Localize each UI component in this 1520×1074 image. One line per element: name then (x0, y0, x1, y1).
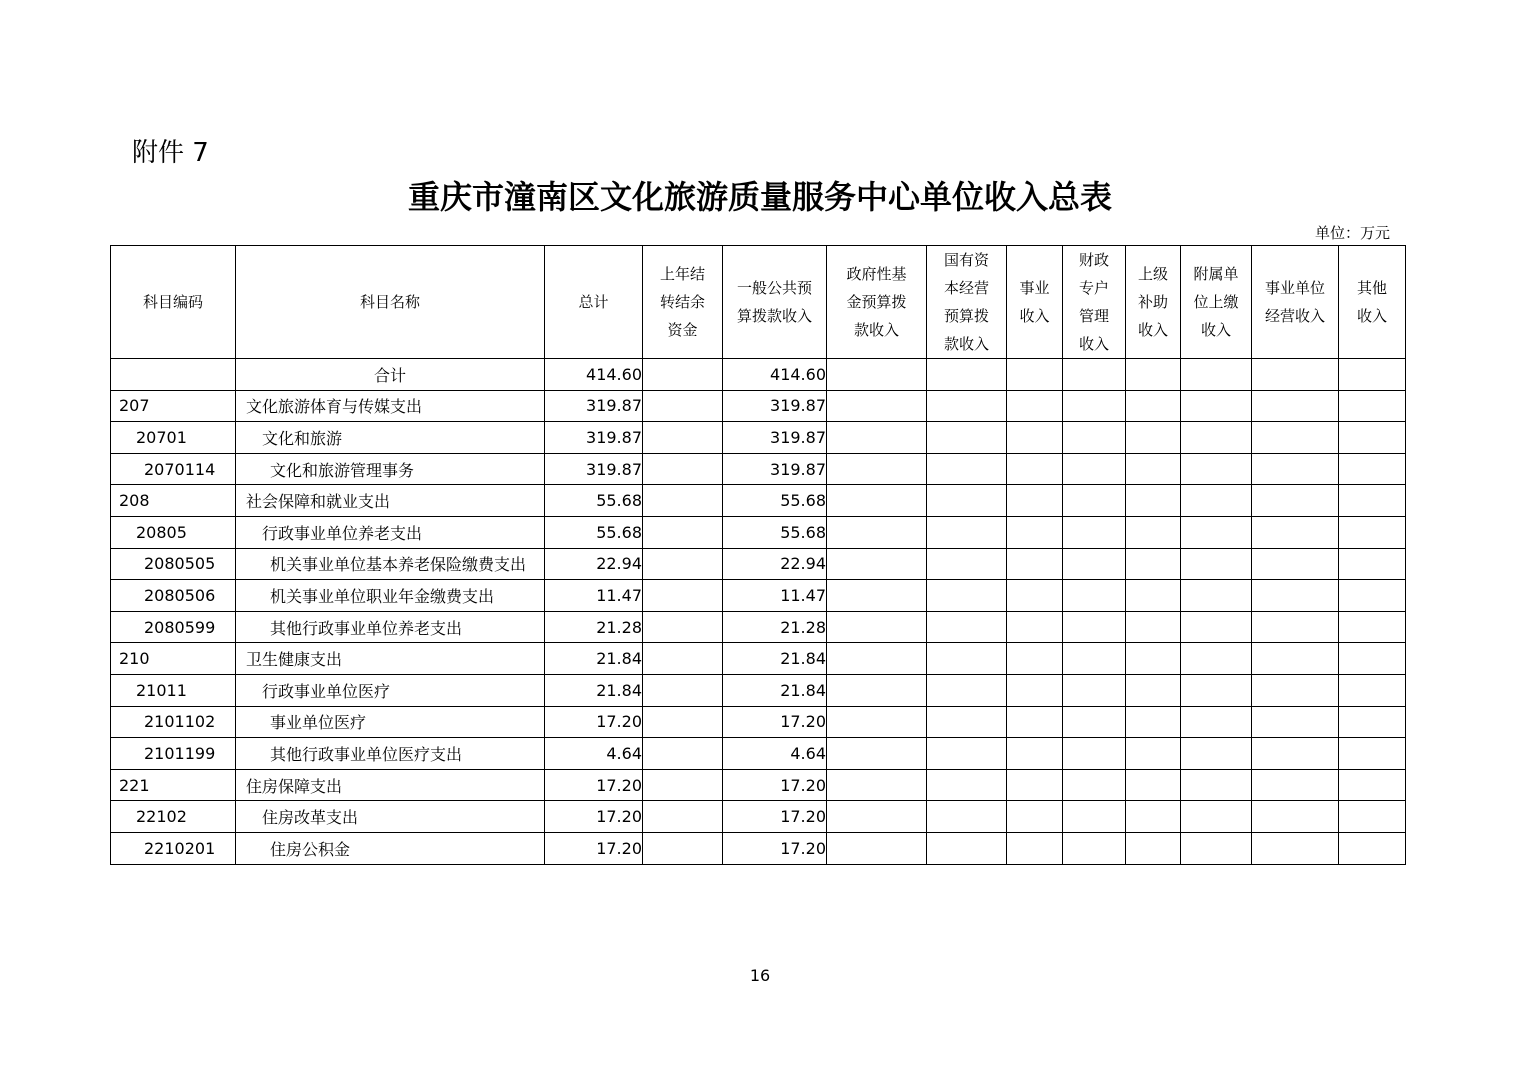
attachment-label: 附件 7 (132, 138, 209, 168)
empty-cell (1126, 453, 1181, 485)
subject-code-cell: 21011 (111, 674, 236, 706)
empty-cell (1126, 485, 1181, 517)
empty-cell (827, 738, 927, 770)
empty-cell (1181, 453, 1252, 485)
total-cell: 21.28 (545, 611, 643, 643)
empty-cell (1339, 453, 1406, 485)
subject-name-cell: 事业单位医疗 (236, 706, 545, 738)
empty-cell (1252, 738, 1339, 770)
empty-cell (1007, 832, 1063, 864)
carryover-cell (643, 769, 723, 801)
empty-cell (1007, 769, 1063, 801)
subject-code-cell: 20805 (111, 516, 236, 548)
empty-cell (1339, 548, 1406, 580)
empty-cell (1063, 580, 1126, 612)
empty-cell (1181, 801, 1252, 833)
empty-cell (1181, 674, 1252, 706)
empty-cell (1063, 359, 1126, 391)
subject-code-cell: 2210201 (111, 832, 236, 864)
empty-cell (1063, 738, 1126, 770)
empty-cell (1252, 580, 1339, 612)
carryover-cell (643, 580, 723, 612)
carryover-cell (643, 832, 723, 864)
empty-cell (1339, 832, 1406, 864)
empty-cell (1063, 453, 1126, 485)
total-cell: 55.68 (545, 485, 643, 517)
general-budget-cell: 17.20 (723, 832, 827, 864)
subject-name-cell: 机关事业单位职业年金缴费支出 (236, 580, 545, 612)
general-budget-cell: 21.28 (723, 611, 827, 643)
empty-cell (1252, 611, 1339, 643)
table-row (111, 422, 1406, 454)
empty-cell (1252, 359, 1339, 391)
empty-cell (1007, 453, 1063, 485)
empty-cell (1252, 453, 1339, 485)
empty-cell (1339, 485, 1406, 517)
empty-cell (1181, 390, 1252, 422)
total-general-budget-cell: 414.60 (723, 359, 827, 391)
empty-cell (827, 580, 927, 612)
header-code: 科目编码 (111, 246, 236, 359)
empty-cell (827, 485, 927, 517)
empty-cell (827, 390, 927, 422)
header-business: 事业 收入 (1007, 246, 1063, 359)
empty-cell (1007, 706, 1063, 738)
header-other: 其他 收入 (1339, 246, 1406, 359)
subject-name-cell: 社会保障和就业支出 (236, 485, 545, 517)
table-row (111, 390, 1406, 422)
empty-cell (927, 832, 1007, 864)
empty-cell (1063, 611, 1126, 643)
empty-cell (1252, 643, 1339, 675)
empty-cell (1063, 769, 1126, 801)
subject-name-cell: 其他行政事业单位医疗支出 (236, 738, 545, 770)
carryover-cell (643, 390, 723, 422)
subject-code-cell: 207 (111, 390, 236, 422)
total-cell: 4.64 (545, 738, 643, 770)
general-budget-cell: 21.84 (723, 643, 827, 675)
header-total: 总计 (545, 246, 643, 359)
empty-cell (1181, 359, 1252, 391)
subject-code-cell: 2070114 (111, 453, 236, 485)
table-row (111, 769, 1406, 801)
empty-cell (927, 738, 1007, 770)
total-cell: 22.94 (545, 548, 643, 580)
subject-code-cell: 2101102 (111, 706, 236, 738)
empty-cell (1126, 516, 1181, 548)
total-row (111, 359, 1406, 391)
empty-cell (1063, 548, 1126, 580)
empty-cell (927, 769, 1007, 801)
empty-cell (1339, 643, 1406, 675)
subject-code-cell: 221 (111, 769, 236, 801)
empty-cell (927, 706, 1007, 738)
general-budget-cell: 55.68 (723, 516, 827, 548)
subject-name-cell: 文化和旅游 (236, 422, 545, 454)
empty-cell (1063, 390, 1126, 422)
empty-cell (1181, 485, 1252, 517)
total-cell: 21.84 (545, 643, 643, 675)
empty-cell (1063, 832, 1126, 864)
subject-name-cell: 住房保障支出 (236, 769, 545, 801)
carryover-cell (643, 611, 723, 643)
table-row (111, 611, 1406, 643)
table-row (111, 801, 1406, 833)
table-row (111, 643, 1406, 675)
empty-cell (1007, 674, 1063, 706)
empty-cell (1063, 643, 1126, 675)
carryover-cell (643, 422, 723, 454)
empty-cell (827, 516, 927, 548)
empty-cell (1339, 738, 1406, 770)
subject-name-cell: 其他行政事业单位养老支出 (236, 611, 545, 643)
empty-cell (1252, 769, 1339, 801)
empty-cell (1339, 611, 1406, 643)
empty-cell (1181, 769, 1252, 801)
subject-code-cell: 2080599 (111, 611, 236, 643)
empty-cell (1126, 359, 1181, 391)
empty-cell (1181, 580, 1252, 612)
empty-cell (1126, 643, 1181, 675)
empty-cell (1181, 516, 1252, 548)
carryover-cell (643, 485, 723, 517)
empty-cell (1126, 580, 1181, 612)
empty-cell (1252, 801, 1339, 833)
page-title: 重庆市潼南区文化旅游质量服务中心单位收入总表 (407, 178, 1112, 216)
empty-cell (1007, 611, 1063, 643)
empty-cell (1252, 485, 1339, 517)
empty-cell (927, 485, 1007, 517)
carryover-cell (643, 548, 723, 580)
carryover-cell (643, 706, 723, 738)
empty-cell (1181, 611, 1252, 643)
empty-cell (1126, 801, 1181, 833)
empty-cell (1339, 674, 1406, 706)
empty-cell (1252, 706, 1339, 738)
empty-cell (1007, 422, 1063, 454)
empty-cell (927, 516, 1007, 548)
empty-cell (927, 453, 1007, 485)
subject-code-cell: 22102 (111, 801, 236, 833)
empty-cell (927, 422, 1007, 454)
empty-cell (1063, 706, 1126, 738)
header-state-capital: 国有资 本经营 预算拨 款收入 (927, 246, 1007, 359)
empty-cell (1339, 801, 1406, 833)
empty-cell (1126, 548, 1181, 580)
total-cell: 319.87 (545, 390, 643, 422)
empty-cell (827, 359, 927, 391)
empty-cell (1339, 706, 1406, 738)
empty-cell (827, 643, 927, 675)
total-code-cell (111, 359, 236, 391)
unit-label: 单位：万元 (1314, 224, 1390, 242)
empty-cell (1181, 422, 1252, 454)
empty-cell (1181, 832, 1252, 864)
total-total-cell: 414.60 (545, 359, 643, 391)
table-row (111, 516, 1406, 548)
table-row (111, 580, 1406, 612)
empty-cell (827, 422, 927, 454)
empty-cell (1007, 801, 1063, 833)
general-budget-cell: 55.68 (723, 485, 827, 517)
income-summary-table (110, 245, 1406, 865)
subject-code-cell: 2101199 (111, 738, 236, 770)
total-cell: 21.84 (545, 674, 643, 706)
empty-cell (1252, 832, 1339, 864)
header-superior-subsidy: 上级 补助 收入 (1126, 246, 1181, 359)
carryover-cell (643, 801, 723, 833)
table-row (111, 485, 1406, 517)
empty-cell (1252, 548, 1339, 580)
header-business-operation: 事业单位 经营收入 (1252, 246, 1339, 359)
empty-cell (1252, 390, 1339, 422)
empty-cell (1126, 832, 1181, 864)
empty-cell (1339, 422, 1406, 454)
total-cell: 17.20 (545, 706, 643, 738)
empty-cell (1007, 390, 1063, 422)
subject-name-cell: 行政事业单位养老支出 (236, 516, 545, 548)
empty-cell (827, 611, 927, 643)
empty-cell (1126, 706, 1181, 738)
table-header-row (111, 246, 1406, 359)
general-budget-cell: 17.20 (723, 801, 827, 833)
empty-cell (1063, 516, 1126, 548)
table-row (111, 548, 1406, 580)
table-row (111, 674, 1406, 706)
empty-cell (1063, 801, 1126, 833)
empty-cell (1126, 674, 1181, 706)
empty-cell (1007, 643, 1063, 675)
empty-cell (927, 548, 1007, 580)
total-cell: 11.47 (545, 580, 643, 612)
table-row (111, 706, 1406, 738)
subject-code-cell: 208 (111, 485, 236, 517)
empty-cell (1339, 390, 1406, 422)
empty-cell (1339, 769, 1406, 801)
empty-cell (927, 611, 1007, 643)
empty-cell (1181, 643, 1252, 675)
empty-cell (827, 769, 927, 801)
empty-cell (927, 801, 1007, 833)
table-row (111, 832, 1406, 864)
empty-cell (827, 832, 927, 864)
carryover-cell (643, 738, 723, 770)
general-budget-cell: 319.87 (723, 422, 827, 454)
header-gov-fund: 政府性基 金预算拨 款收入 (827, 246, 927, 359)
empty-cell (827, 548, 927, 580)
carryover-cell (643, 453, 723, 485)
total-cell: 17.20 (545, 832, 643, 864)
total-cell: 17.20 (545, 769, 643, 801)
empty-cell (1252, 516, 1339, 548)
total-cell: 319.87 (545, 453, 643, 485)
general-budget-cell: 17.20 (723, 769, 827, 801)
empty-cell (1181, 548, 1252, 580)
empty-cell (1063, 674, 1126, 706)
empty-cell (1007, 485, 1063, 517)
total-cell: 17.20 (545, 801, 643, 833)
subject-name-cell: 行政事业单位医疗 (236, 674, 545, 706)
subject-code-cell: 2080506 (111, 580, 236, 612)
empty-cell (1339, 580, 1406, 612)
subject-name-cell: 住房公积金 (236, 832, 545, 864)
total-cell: 319.87 (545, 422, 643, 454)
empty-cell (927, 580, 1007, 612)
empty-cell (1007, 580, 1063, 612)
empty-cell (1007, 516, 1063, 548)
empty-cell (1126, 738, 1181, 770)
empty-cell (827, 706, 927, 738)
empty-cell (1007, 738, 1063, 770)
total-label-cell: 合计 (236, 359, 545, 391)
general-budget-cell: 319.87 (723, 390, 827, 422)
general-budget-cell: 319.87 (723, 453, 827, 485)
empty-cell (1063, 422, 1126, 454)
empty-cell (1126, 390, 1181, 422)
empty-cell (1126, 769, 1181, 801)
empty-cell (827, 453, 927, 485)
page-number: 16 (749, 966, 771, 985)
empty-cell (927, 359, 1007, 391)
general-budget-cell: 21.84 (723, 674, 827, 706)
subject-code-cell: 20701 (111, 422, 236, 454)
carryover-cell (643, 516, 723, 548)
header-general-budget: 一般公共预 算拨款收入 (723, 246, 827, 359)
empty-cell (1181, 706, 1252, 738)
subject-name-cell: 文化和旅游管理事务 (236, 453, 545, 485)
empty-cell (1007, 548, 1063, 580)
header-affiliated: 附属单 位上缴 收入 (1181, 246, 1252, 359)
empty-cell (1181, 738, 1252, 770)
general-budget-cell: 17.20 (723, 706, 827, 738)
empty-cell (1007, 359, 1063, 391)
carryover-cell (643, 643, 723, 675)
empty-cell (1126, 422, 1181, 454)
subject-name-cell: 文化旅游体育与传媒支出 (236, 390, 545, 422)
subject-name-cell: 卫生健康支出 (236, 643, 545, 675)
table-row (111, 738, 1406, 770)
general-budget-cell: 11.47 (723, 580, 827, 612)
empty-cell (927, 674, 1007, 706)
total-carryover-cell (643, 359, 723, 391)
subject-code-cell: 210 (111, 643, 236, 675)
header-carryover: 上年结 转结余 资金 (643, 246, 723, 359)
empty-cell (1252, 674, 1339, 706)
header-special-account: 财政 专户 管理 收入 (1063, 246, 1126, 359)
empty-cell (1339, 359, 1406, 391)
table-row (111, 453, 1406, 485)
empty-cell (1063, 485, 1126, 517)
empty-cell (1252, 422, 1339, 454)
empty-cell (927, 643, 1007, 675)
empty-cell (827, 674, 927, 706)
header-name: 科目名称 (236, 246, 545, 359)
empty-cell (927, 390, 1007, 422)
subject-name-cell: 机关事业单位基本养老保险缴费支出 (236, 548, 545, 580)
empty-cell (1126, 611, 1181, 643)
general-budget-cell: 22.94 (723, 548, 827, 580)
carryover-cell (643, 674, 723, 706)
total-cell: 55.68 (545, 516, 643, 548)
subject-code-cell: 2080505 (111, 548, 236, 580)
empty-cell (1339, 516, 1406, 548)
empty-cell (827, 801, 927, 833)
general-budget-cell: 4.64 (723, 738, 827, 770)
subject-name-cell: 住房改革支出 (236, 801, 545, 833)
